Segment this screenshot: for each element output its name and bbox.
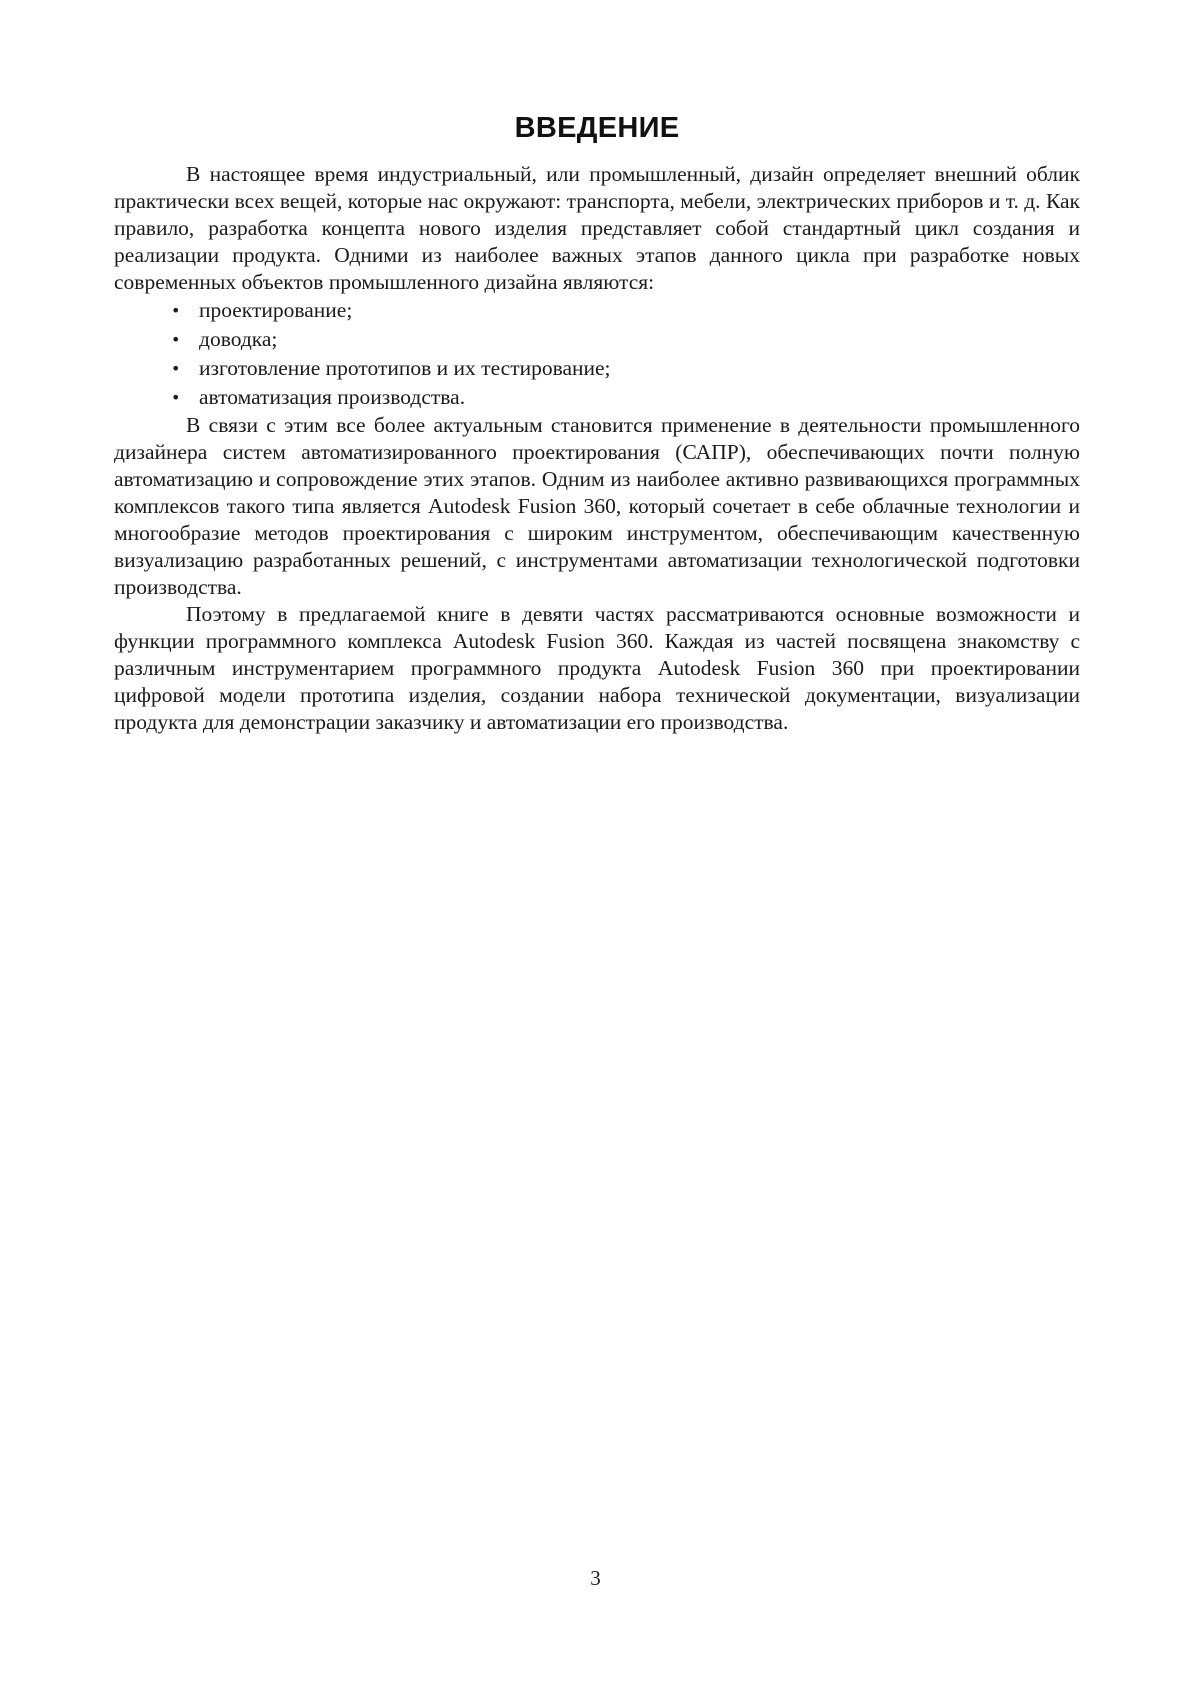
book-overview-paragraph: Поэтому в предлагаемой книге в девяти частях рассматриваются основные возможности и функции программного комплекса Autodesk Fusion 360. Каждая из частей посвящена знакомству с различным инструментарием программного продукта Autodesk Fusion 360 при проектировании цифровой модели прототипа изделия, создании набора технической документации, визуализации продукта для демонстрации заказчику и автоматизации его производства. [114, 602, 1080, 734]
bullet-icon: • [171, 359, 181, 378]
list-item [114, 383, 1080, 412]
bullet-icon: • [171, 388, 181, 407]
page-number: 3 [590, 1566, 601, 1590]
list-item-text: автоматизация производства. [199, 385, 466, 409]
page-content [114, 110, 1080, 736]
intro-paragraph: В настоящее время индустриальный, или промышленный, дизайн определяет внешний облик практически всех вещей, которые нас окружают: транспорта, мебели, электрических приборов и т. д. Как правило, разработка концепта нового изделия представляет собой стандартный цикл создания и реализации продукта. Одними из наиболее важных этапов данного цикла при разработке новых современных объектов промышленного дизайна являются: [114, 162, 1080, 294]
bullet-icon: • [171, 301, 181, 320]
stages-list [114, 296, 1080, 412]
list-item [114, 325, 1080, 354]
list-item-text: изготовление прототипов и их тестирование; [199, 356, 611, 380]
cad-paragraph: В связи с этим все более актуальным становится применение в деятельности промышленного дизайнера систем автоматизированного проектирования (САПР), обеспечивающих почти полную автоматизацию и сопровождение этих этапов. Одним из наиболее активно развивающихся программных комплексов такого типа является Autodesk Fusion 360, который сочетает в себе облачные технологии и многообразие методов проектирования с широким инструментом, обеспечивающим качественную визуализацию разработанных решений, с инструментами автоматизации технологической подготовки производства. [114, 413, 1080, 599]
list-item [114, 354, 1080, 383]
list-item-text: доводка; [199, 327, 278, 351]
page-title: ВВЕДЕНИЕ [514, 112, 680, 144]
list-item-text: проектирование; [199, 298, 353, 322]
bullet-icon: • [171, 330, 181, 349]
list-item [114, 296, 1080, 325]
